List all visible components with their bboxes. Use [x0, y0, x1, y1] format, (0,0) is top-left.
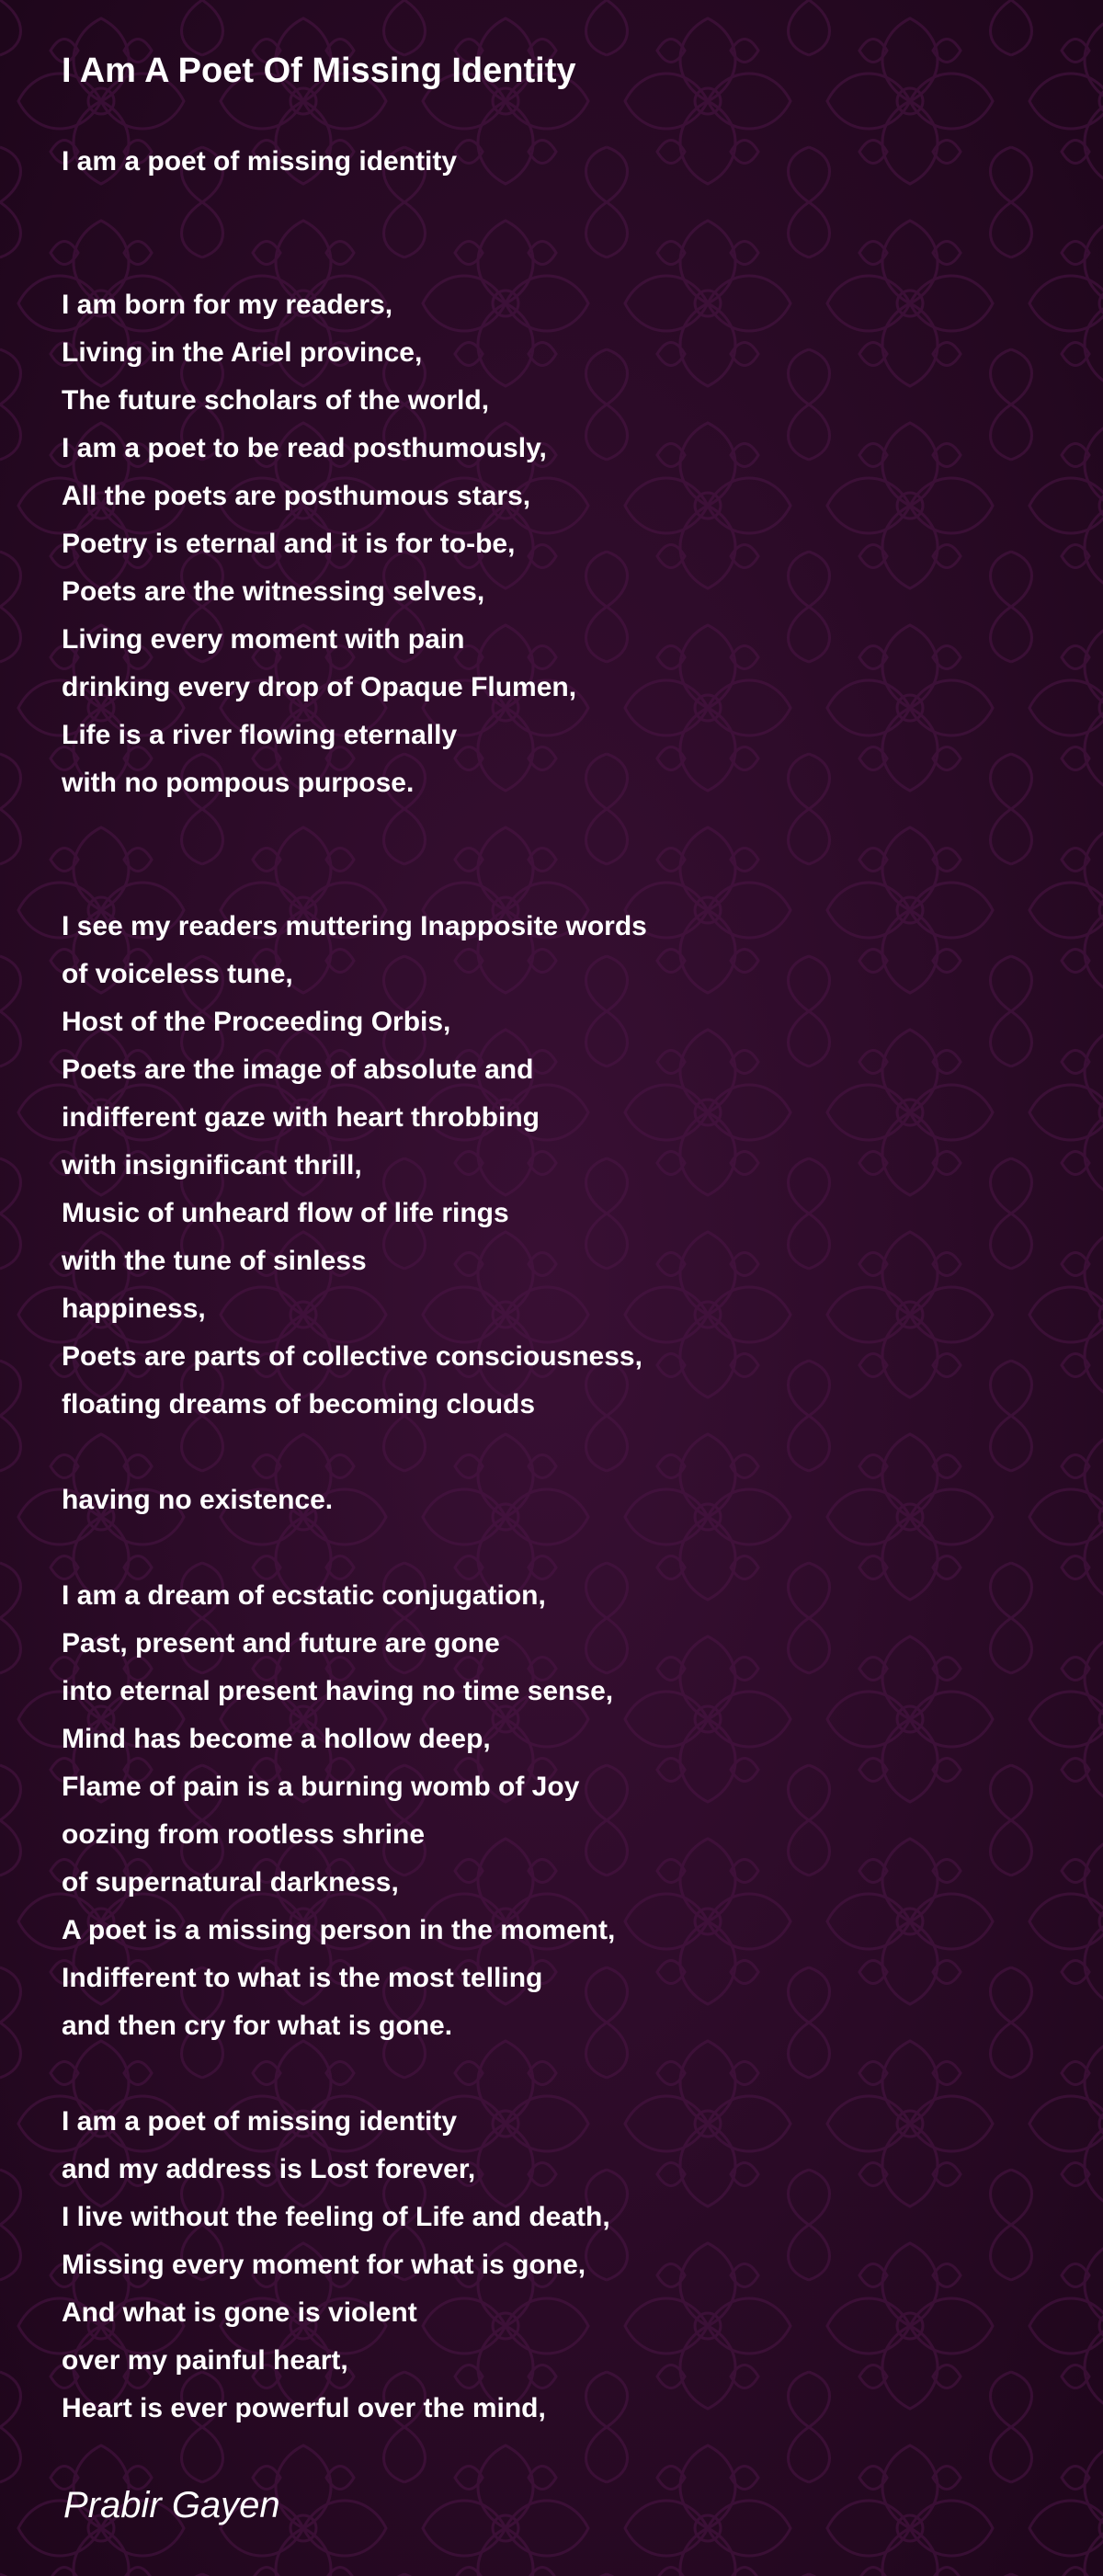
poem-line: The future scholars of the world,: [62, 385, 490, 416]
poem-line: Flame of pain is a burning womb of Joy: [62, 1772, 580, 1802]
poem-line: Mind has become a hollow deep,: [62, 1724, 491, 1754]
poem-line: Poets are the image of absolute and: [62, 1054, 534, 1085]
poem-line: I am a poet to be read posthumously,: [62, 433, 547, 463]
poem-line: Poets are the witnessing selves,: [62, 576, 485, 607]
poem-line: Host of the Proceeding Orbis,: [62, 1007, 451, 1037]
poem-line: with insignificant thrill,: [62, 1150, 362, 1180]
poem-line: I am a dream of ecstatic conjugation,: [62, 1580, 546, 1611]
poem-line: of supernatural darkness,: [62, 1867, 399, 1898]
poem-line: I see my readers muttering Inapposite words: [62, 911, 647, 941]
poem-title: I Am A Poet Of Missing Identity: [62, 51, 576, 90]
poem-line: All the poets are posthumous stars,: [62, 481, 531, 511]
stanza-break: [62, 234, 1054, 281]
poem-author: Prabir Gayen: [63, 2485, 280, 2525]
poem-line: Missing every moment for what is gone,: [62, 2250, 586, 2280]
poem-line: and my address is Lost forever,: [62, 2154, 476, 2184]
poem-line: Past, present and future are gone: [62, 1628, 500, 1658]
poem-line: Life is a river flowing eternally: [62, 720, 458, 750]
poem-line: Living every moment with pain: [62, 624, 465, 655]
stanza-break: [62, 1524, 1054, 1572]
poem-line: A poet is a missing person in the moment,: [62, 1915, 616, 1945]
poem-line: floating dreams of becoming clouds: [62, 1389, 536, 1419]
poem-line: drinking every drop of Opaque Flumen,: [62, 672, 577, 702]
poem-line: and then cry for what is gone.: [62, 2011, 453, 2041]
poem-line: oozing from rootless shrine: [62, 1819, 426, 1850]
poem-line: with the tune of sinless: [62, 1246, 367, 1276]
poem-line: indifferent gaze with heart throbbing: [62, 1102, 540, 1133]
poem-line: over my painful heart,: [62, 2345, 348, 2376]
poem-line: with no pompous purpose.: [62, 768, 415, 798]
poem-line: into eternal present having no time sense,: [62, 1676, 614, 1706]
poem-line: Indifferent to what is the most telling: [62, 1963, 543, 1993]
stanza-break: [62, 1429, 1054, 1476]
poem-line: happiness,: [62, 1294, 206, 1324]
poem-line: of voiceless tune,: [62, 959, 293, 989]
poem-line: having no existence.: [62, 1485, 334, 1515]
poem-line: Poetry is eternal and it is for to-be,: [62, 529, 516, 559]
stanza-break: [62, 807, 1054, 855]
stanza-break: [62, 186, 1054, 234]
poem-body: [62, 138, 1054, 2433]
poem-line: And what is gone is violent: [62, 2297, 417, 2328]
stanza-break: [62, 2050, 1054, 2098]
poem-line: I live without the feeling of Life and death,: [62, 2202, 610, 2232]
poem-line: I am a poet of missing identity: [62, 2106, 458, 2137]
poem-line: I am a poet of missing identity: [62, 146, 458, 177]
poem-line: Poets are parts of collective consciousness,: [62, 1341, 642, 1372]
poem-line: I am born for my readers,: [62, 290, 393, 320]
poem-line: Heart is ever powerful over the mind,: [62, 2393, 546, 2423]
poem-line: Music of unheard flow of life rings: [62, 1198, 509, 1228]
poem-line: Living in the Ariel province,: [62, 337, 423, 368]
stanza-break: [62, 855, 1054, 903]
